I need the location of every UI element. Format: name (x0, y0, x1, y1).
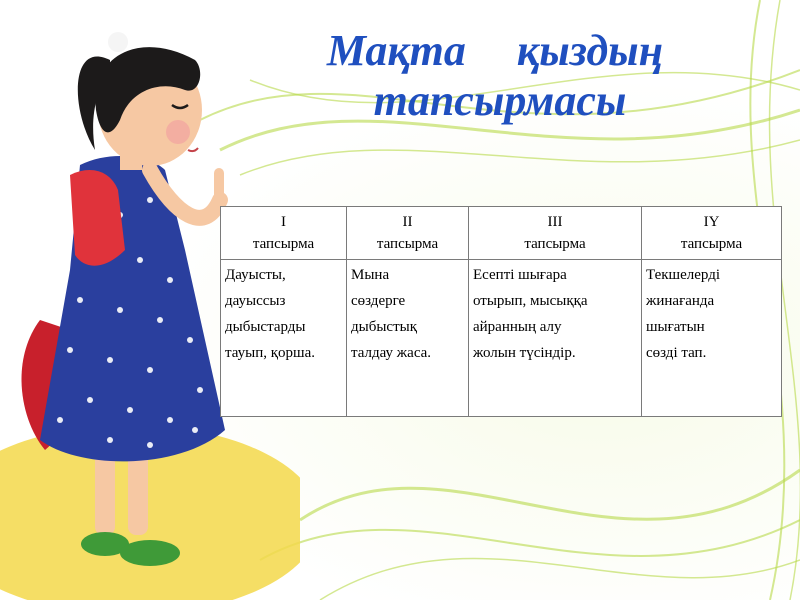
cell-line: сөзді тап. (646, 345, 707, 361)
header-task-2 (347, 207, 469, 260)
task-table (220, 206, 782, 417)
header-task-4 (642, 207, 782, 260)
cell-line: шығатын (646, 319, 705, 335)
cell-line: жолын түсіндір. (473, 345, 576, 361)
cell-line: дыбыстарды (225, 319, 306, 335)
header-number: III (547, 214, 563, 230)
header-label: тапсырма (252, 236, 315, 252)
cell-line: дыбыстық (351, 319, 417, 335)
header-task-3 (469, 207, 642, 260)
header-number: I (281, 214, 286, 230)
cell-line: талдау жаса. (351, 345, 432, 361)
header-label: тапсырма (524, 236, 586, 252)
header-label: тапсырма (680, 236, 743, 252)
cell-line: Дауысты, (225, 267, 286, 283)
table-row (221, 260, 782, 417)
title-line-1: Мақта қыздың (326, 26, 664, 75)
table-header-row (221, 207, 782, 260)
cell-line: сөздерге (351, 293, 406, 309)
header-number: II (402, 214, 413, 230)
slide-title (300, 26, 690, 126)
right-shoe (120, 540, 180, 566)
cell-line: дауыссыз (225, 293, 286, 309)
hair-bow (108, 32, 128, 52)
cell-line: отырып, мысыққа (473, 293, 588, 309)
header-label: тапсырма (376, 236, 439, 252)
task-2-cell (347, 260, 469, 417)
task-1-cell (221, 260, 347, 417)
header-number: IY (703, 214, 720, 230)
task-4-cell (642, 260, 782, 417)
cell-line: айранның алу (473, 319, 562, 335)
cell-line: жинағанда (646, 293, 715, 309)
header-task-1 (221, 207, 347, 260)
title-line-2: тапсырмасы (373, 76, 627, 125)
cell-line: Мына (351, 267, 390, 283)
task-3-cell (469, 260, 642, 417)
cell-line: Текшелерді (646, 267, 720, 283)
cell-line: Есепті шығара (473, 267, 567, 283)
cell-line: тауып, қорша. (225, 345, 315, 361)
dress (40, 156, 225, 461)
